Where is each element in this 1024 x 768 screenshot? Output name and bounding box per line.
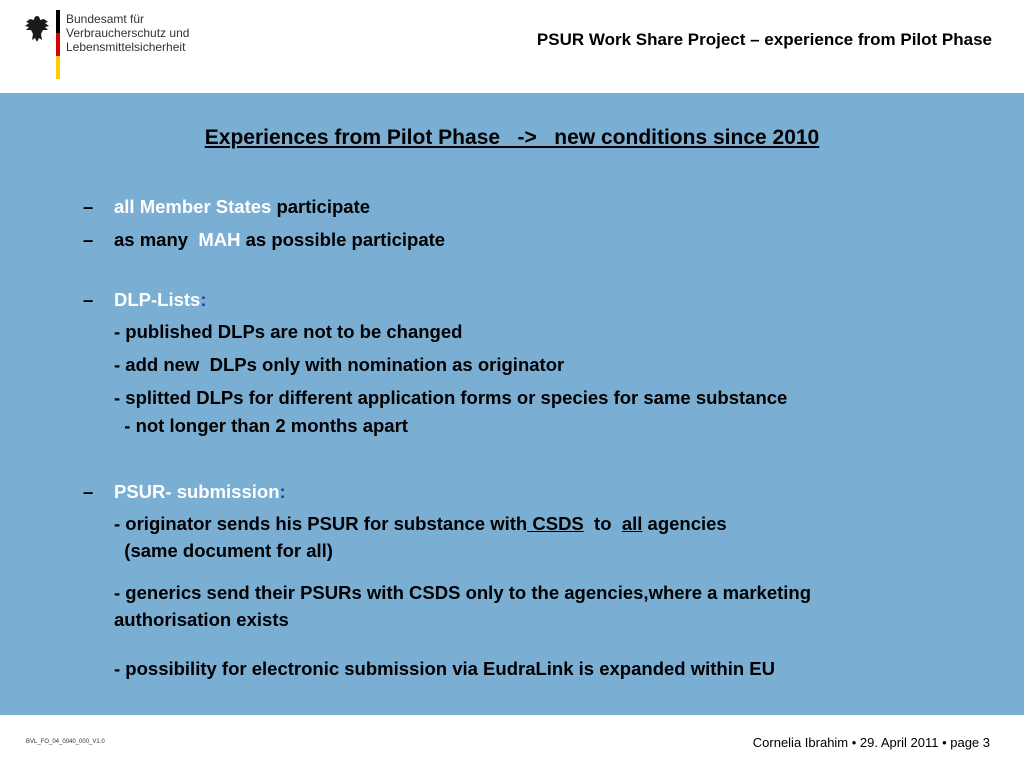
slide-heading: Experiences from Pilot Phase -> new conditions since 2010 — [204, 126, 820, 149]
slide-footer — [0, 715, 1024, 768]
flag-stripe-red — [56, 33, 60, 56]
bullet-dlp-lists — [114, 289, 207, 311]
underlined-text: all — [621, 513, 643, 534]
bullet-dash: – — [83, 481, 94, 502]
psur-text: - originator sends his PSUR for substance with — [114, 513, 528, 534]
bullet-dash: – — [83, 229, 94, 250]
logo-line: Verbraucherschutz und — [66, 26, 190, 40]
bullet-psur-submission — [114, 481, 286, 503]
highlight-text: all Member States — [114, 196, 272, 217]
psur-item-continuation: authorisation exists — [114, 609, 289, 630]
colon-text: : — [279, 481, 286, 502]
bullet-text: as possible participate — [240, 229, 446, 250]
document-code: BVL_FO_04_0040_000_V1.0 — [26, 739, 105, 745]
psur-item — [114, 513, 727, 535]
presentation-title: PSUR Work Share Project – experience from Pilot Phase — [536, 30, 992, 49]
psur-item: - possibility for electronic submission via EudraLink is expanded within EU — [114, 658, 775, 679]
logo-line: Lebensmittelsicherheit — [66, 40, 186, 54]
bullet-text: participate — [271, 196, 371, 217]
highlight-text: PSUR- submission — [114, 481, 280, 502]
bullet-dash: – — [83, 289, 94, 310]
dlp-item-continuation: - not longer than 2 months apart — [114, 415, 408, 436]
psur-text: to — [583, 513, 622, 534]
slide-content — [0, 93, 1024, 715]
highlight-text: DLP-Lists — [114, 289, 201, 310]
federal-eagle-icon — [24, 14, 50, 44]
bullet-member-states — [114, 196, 370, 218]
dlp-item: - add new DLPs only with nomination as originator — [114, 354, 565, 375]
bullet-mah — [114, 229, 445, 251]
flag-stripe-gold — [56, 56, 60, 79]
underlined-text: CSDS — [527, 513, 584, 534]
agency-logo-text — [66, 12, 189, 54]
psur-text: agencies — [642, 513, 727, 534]
dlp-item: - splitted DLPs for different application forms or species for same substance — [114, 387, 788, 408]
bullet-text: as many — [114, 229, 199, 250]
psur-item-continuation: (same document for all) — [114, 540, 333, 561]
flag-stripe-black — [56, 10, 60, 33]
colon-text: : — [200, 289, 207, 310]
dlp-item: - published DLPs are not to be changed — [114, 321, 463, 342]
psur-item: - generics send their PSURs with CSDS only to the agencies,where a marketing — [114, 582, 812, 603]
bullet-dash: – — [83, 196, 94, 217]
footer-credit: Cornelia Ibrahim • 29. April 2011 • page 3 — [752, 735, 990, 750]
highlight-text: MAH — [198, 229, 241, 250]
logo-line: Bundesamt für — [66, 12, 145, 26]
slide-header — [0, 0, 1024, 93]
